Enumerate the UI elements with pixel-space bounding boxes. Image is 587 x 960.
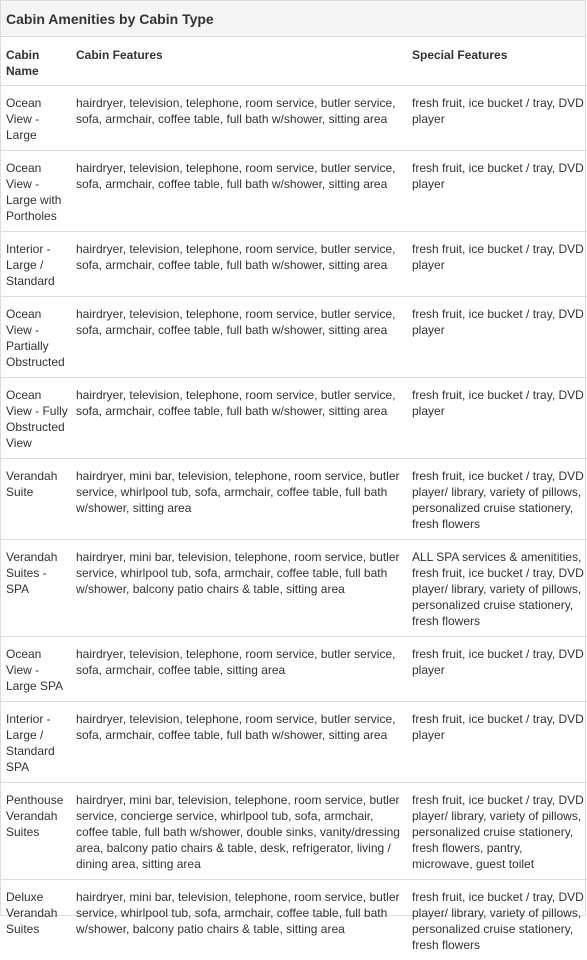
table-row bbox=[1, 232, 587, 297]
cabin-name-cell: Ocean View - Large with Portholes bbox=[1, 151, 71, 232]
special-features-cell: fresh fruit, ice bucket / tray, DVD player bbox=[407, 702, 587, 783]
special-features-cell: fresh fruit, ice bucket / tray, DVD player/ library, variety of pillows, personalized cruise stationery, fresh flowers, pantry, microwave, guest toilet bbox=[407, 783, 587, 880]
special-features-cell: fresh fruit, ice bucket / tray, DVD player bbox=[407, 86, 587, 151]
cabin-name-cell: Verandah Suite bbox=[1, 459, 71, 540]
cabin-features-cell: hairdryer, mini bar, television, telephone, room service, butler service, whirlpool tub, sofa, armchair, coffee table, full bath w/shower, balcony patio chairs & table, sitting area bbox=[71, 880, 407, 960]
cabin-features-cell: hairdryer, television, telephone, room service, butler service, sofa, armchair, coffee table, full bath w/shower, sitting area bbox=[71, 86, 407, 151]
table-row bbox=[1, 540, 587, 637]
table-row bbox=[1, 459, 587, 540]
header-row bbox=[1, 37, 587, 86]
cabin-name-cell: Ocean View - Large bbox=[1, 86, 71, 151]
header-cabin-features: Cabin Features bbox=[71, 37, 407, 86]
special-features-cell: fresh fruit, ice bucket / tray, DVD player/ library, variety of pillows, personalized cruise stationery, fresh flowers bbox=[407, 459, 587, 540]
cabin-name-cell: Ocean View - Fully Obstructed View bbox=[1, 378, 71, 459]
table-header bbox=[1, 37, 587, 86]
cabin-name-cell: Interior - Large / Standard SPA bbox=[1, 702, 71, 783]
cabin-name-cell: Deluxe Verandah Suites bbox=[1, 880, 71, 960]
special-features-cell: ALL SPA services & amenitities, fresh fruit, ice bucket / tray, DVD player/ library, variety of pillows, personalized cruise stationery, fresh flowers bbox=[407, 540, 587, 637]
table-row bbox=[1, 378, 587, 459]
table-row bbox=[1, 702, 587, 783]
table-row bbox=[1, 86, 587, 151]
table-row bbox=[1, 880, 587, 960]
cabin-features-cell: hairdryer, mini bar, television, telephone, room service, butler service, concierge service, whirlpool tub, sofa, armchair, coffee table, full bath w/shower, double sinks, vanity/dressing area, balcony patio chairs & table, desk, refrigerator, living / dining area, sitting area bbox=[71, 783, 407, 880]
cabin-name-cell: Interior - Large / Standard bbox=[1, 232, 71, 297]
special-features-cell: fresh fruit, ice bucket / tray, DVD player bbox=[407, 297, 587, 378]
special-features-cell: fresh fruit, ice bucket / tray, DVD player/ library, variety of pillows, personalized cruise stationery, fresh flowers bbox=[407, 880, 587, 960]
header-special-features: Special Features bbox=[407, 37, 587, 86]
cabin-name-cell: Verandah Suites - SPA bbox=[1, 540, 71, 637]
cabin-features-cell: hairdryer, television, telephone, room service, butler service, sofa, armchair, coffee table, full bath w/shower, sitting area bbox=[71, 297, 407, 378]
cabin-features-cell: hairdryer, television, telephone, room service, butler service, sofa, armchair, coffee table, full bath w/shower, sitting area bbox=[71, 151, 407, 232]
cabin-name-cell: Ocean View - Large SPA bbox=[1, 637, 71, 702]
special-features-cell: fresh fruit, ice bucket / tray, DVD player bbox=[407, 232, 587, 297]
table-row bbox=[1, 783, 587, 880]
cabin-features-cell: hairdryer, television, telephone, room service, butler service, sofa, armchair, coffee table, full bath w/shower, sitting area bbox=[71, 702, 407, 783]
table-body bbox=[1, 86, 587, 960]
header-cabin-name: Cabin Name bbox=[1, 37, 71, 86]
cabin-features-cell: hairdryer, mini bar, television, telephone, room service, butler service, whirlpool tub, sofa, armchair, coffee table, full bath w/shower, balcony patio chairs & table, sitting area bbox=[71, 540, 407, 637]
cabin-features-cell: hairdryer, television, telephone, room service, butler service, sofa, armchair, coffee table, full bath w/shower, sitting area bbox=[71, 378, 407, 459]
table-row bbox=[1, 151, 587, 232]
table-title: Cabin Amenities by Cabin Type bbox=[6, 11, 214, 27]
cabin-name-cell: Penthouse Verandah Suites bbox=[1, 783, 71, 880]
cabin-features-cell: hairdryer, television, telephone, room service, butler service, sofa, armchair, coffee table, full bath w/shower, sitting area bbox=[71, 232, 407, 297]
special-features-cell: fresh fruit, ice bucket / tray, DVD player bbox=[407, 378, 587, 459]
cabin-features-cell: hairdryer, mini bar, television, telephone, room service, butler service, whirlpool tub, sofa, armchair, coffee table, full bath w/shower, sitting area bbox=[71, 459, 407, 540]
table-row bbox=[1, 297, 587, 378]
cabin-features-cell: hairdryer, television, telephone, room service, butler service, sofa, armchair, coffee table, sitting area bbox=[71, 637, 407, 702]
amenities-table bbox=[1, 37, 587, 960]
cabin-name-cell: Ocean View - Partially Obstructed bbox=[1, 297, 71, 378]
special-features-cell: fresh fruit, ice bucket / tray, DVD player bbox=[407, 637, 587, 702]
table-row bbox=[1, 637, 587, 702]
table-title-bar bbox=[1, 1, 585, 37]
special-features-cell: fresh fruit, ice bucket / tray, DVD player bbox=[407, 151, 587, 232]
